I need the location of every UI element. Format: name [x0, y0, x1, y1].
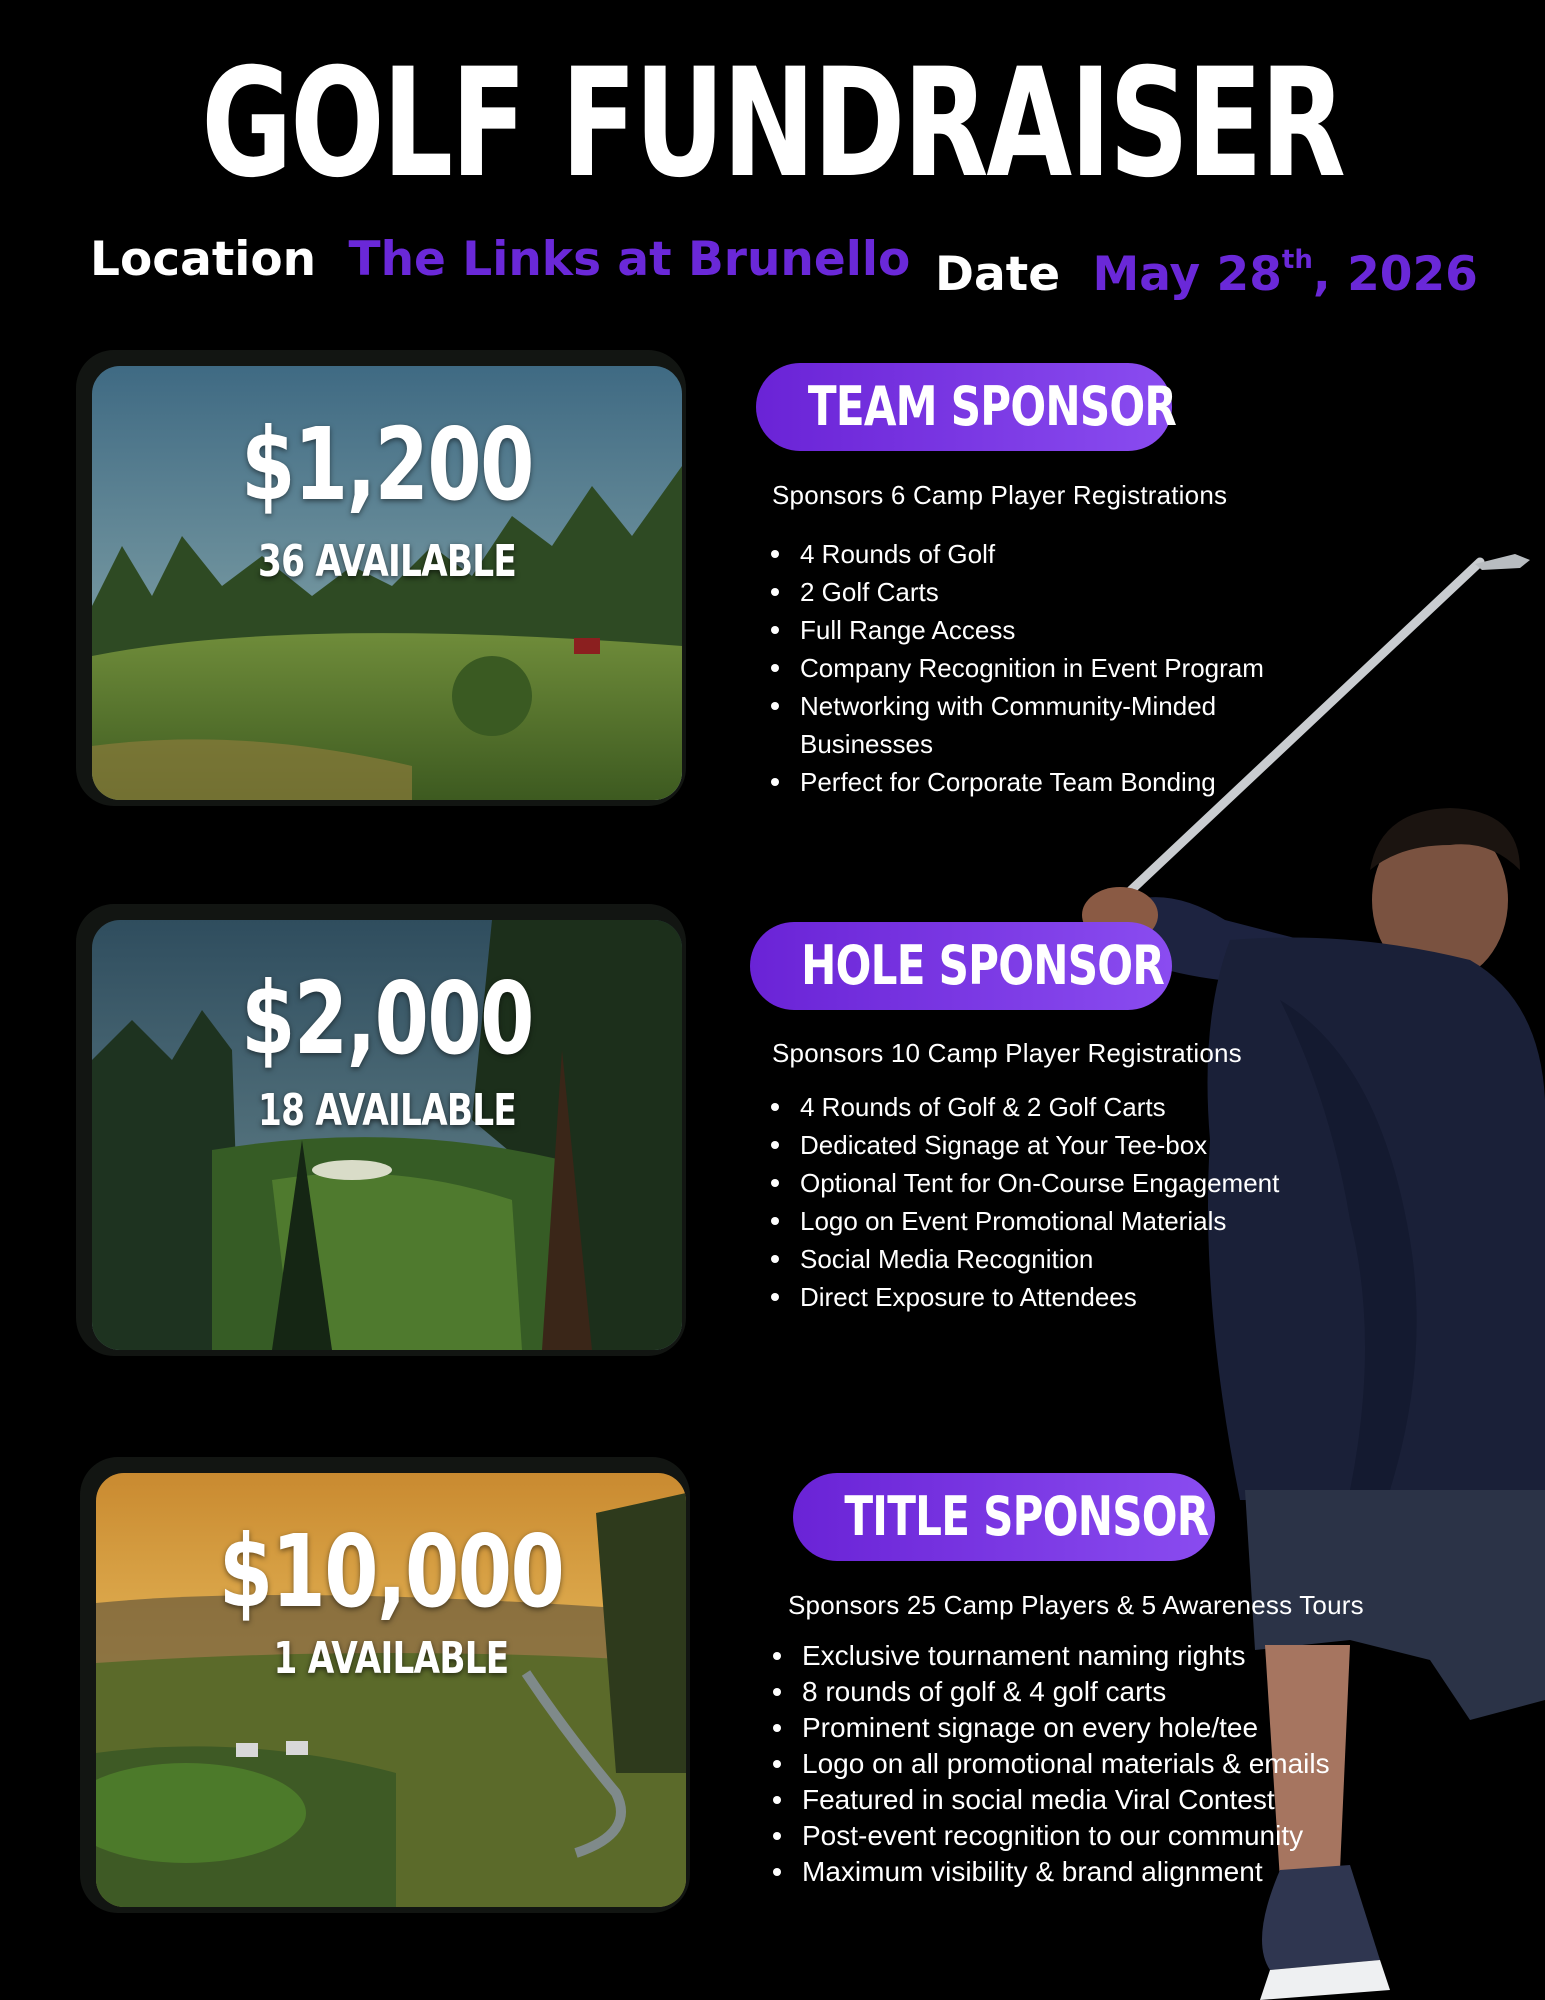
- list-item: Exclusive tournament naming rights: [768, 1638, 1368, 1674]
- location-value: The Links at Brunello: [348, 232, 911, 287]
- list-item: Networking with Community-Minded Businesses: [766, 687, 1240, 763]
- tier-name-badge: TITLE SPONSOR: [793, 1473, 1215, 1561]
- list-item: Perfect for Corporate Team Bonding: [766, 763, 1286, 801]
- tier-lead: Sponsors 6 Camp Player Registrations: [772, 480, 1228, 510]
- location-label: Location: [90, 232, 317, 287]
- list-item: 2 Golf Carts: [766, 573, 1286, 611]
- tier-name-badge: TEAM SPONSOR: [756, 363, 1172, 451]
- list-item: Dedicated Signage at Your Tee-box: [766, 1126, 1286, 1164]
- list-item: 4 Rounds of Golf: [766, 535, 1286, 573]
- tier-card-title: [80, 1457, 690, 1913]
- course-photo-2: [92, 920, 682, 1350]
- tier-price: $10,000: [218, 1513, 564, 1630]
- tier-lead: Sponsors 10 Camp Player Registrations: [772, 1038, 1242, 1068]
- list-item: 8 rounds of golf & 4 golf carts: [768, 1674, 1368, 1710]
- list-item: Logo on Event Promotional Materials: [766, 1202, 1286, 1240]
- list-item: Post-event recognition to our community: [768, 1818, 1368, 1854]
- location-line: [90, 228, 910, 292]
- list-item: Direct Exposure to Attendees: [766, 1278, 1286, 1316]
- page-title: GOLF FUNDRAISER: [201, 37, 1344, 211]
- tier-card-team: [76, 350, 686, 806]
- tier-price: $1,200: [241, 406, 533, 523]
- list-item: 4 Rounds of Golf & 2 Golf Carts: [766, 1088, 1286, 1126]
- course-photo-1: [92, 366, 682, 800]
- list-item: Logo on all promotional materials & emails: [768, 1746, 1368, 1782]
- tier-card-hole: [76, 904, 686, 1356]
- tier-availability: 36 AVAILABLE: [257, 536, 517, 587]
- date-line: [935, 228, 1478, 307]
- benefit-list: [768, 1638, 1368, 1890]
- list-item: Prominent signage on every hole/tee: [768, 1710, 1368, 1746]
- list-item: Optional Tent for On-Course Engagement: [766, 1164, 1286, 1202]
- benefit-list: [766, 1088, 1286, 1316]
- course-photo-3: [96, 1473, 686, 1907]
- tier-availability: 18 AVAILABLE: [257, 1085, 517, 1136]
- tier-availability: 1 AVAILABLE: [273, 1633, 509, 1684]
- list-item: Full Range Access: [766, 611, 1286, 649]
- list-item: Maximum visibility & brand alignment: [768, 1854, 1368, 1890]
- list-item: Featured in social media Viral Contest: [768, 1782, 1368, 1818]
- tier-lead: Sponsors 25 Camp Players & 5 Awareness Tours: [788, 1590, 1364, 1620]
- date-value: May 28th, 2026: [1092, 245, 1478, 302]
- tier-price: $2,000: [241, 960, 533, 1077]
- list-item: Social Media Recognition: [766, 1240, 1286, 1278]
- list-item: Company Recognition in Event Program: [766, 649, 1286, 687]
- tier-name-badge: HOLE SPONSOR: [750, 922, 1172, 1010]
- date-label: Date: [935, 247, 1061, 302]
- benefit-list: [766, 535, 1286, 801]
